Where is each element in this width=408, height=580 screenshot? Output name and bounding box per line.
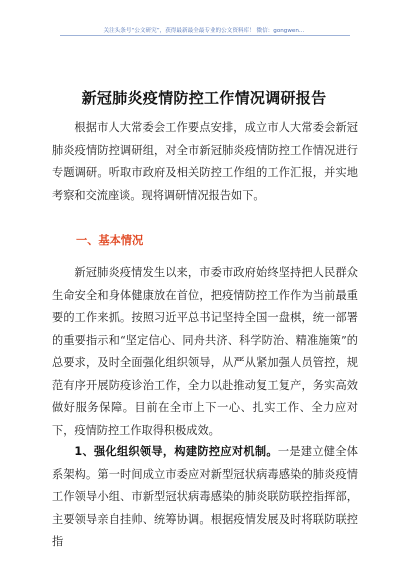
item-1-text: 一是建立健全体系架构。第一时间成立市委应对新型冠状病毒感染的肺炎疫情工作领导小组、市新型冠状病毒感染的肺炎联防联控指挥部，主要领导亲自挂帅、统筹协调。根据疫情发展及时将联防联控指	[52, 445, 358, 548]
intro-paragraph: 根据市人大常委会工作要点安排，成立市人大常委会新冠肺炎疫情防控调研组，对全市新冠肺炎疫情防控工作情况进行专题调研。听取市政府及相关防控工作组的工作汇报，并实地考察和交流座谈。现将调研情况报告如下。	[52, 121, 358, 202]
header-divider	[60, 35, 350, 36]
section-paragraph: 新冠肺炎疫情发生以来，市委市政府始终坚持把人民群众生命安全和身体健康放在首位，把疫情防控工作作为当前最重要的工作来抓。按照习近平总书记坚持全国一盘棋，统一部署的重要指示和“坚定信心、同舟共济、科学防治、精准施策”的总要求，及时全面强化组织领导，从严从紧加强人员管控，规范有序开展防疫诊治工作，全力以赴推动复工复产，务实高效做好服务保障。目前在全市上下一心、扎实工作、全力应对下，疫情防控工作取得积极成效。	[52, 266, 358, 437]
item-1-paragraph	[52, 441, 358, 554]
document-title: 新冠肺炎疫情防控工作情况调研报告	[81, 89, 327, 107]
section-heading: 一、基本情况	[76, 234, 144, 247]
item-1-lead: 1、强化组织领导，构建防控应对机制。	[74, 445, 278, 458]
header-banner: 关注头条号“公文研究”，获得最新最全最专业的公文资料库！ 微信：gongwen…	[103, 28, 305, 34]
